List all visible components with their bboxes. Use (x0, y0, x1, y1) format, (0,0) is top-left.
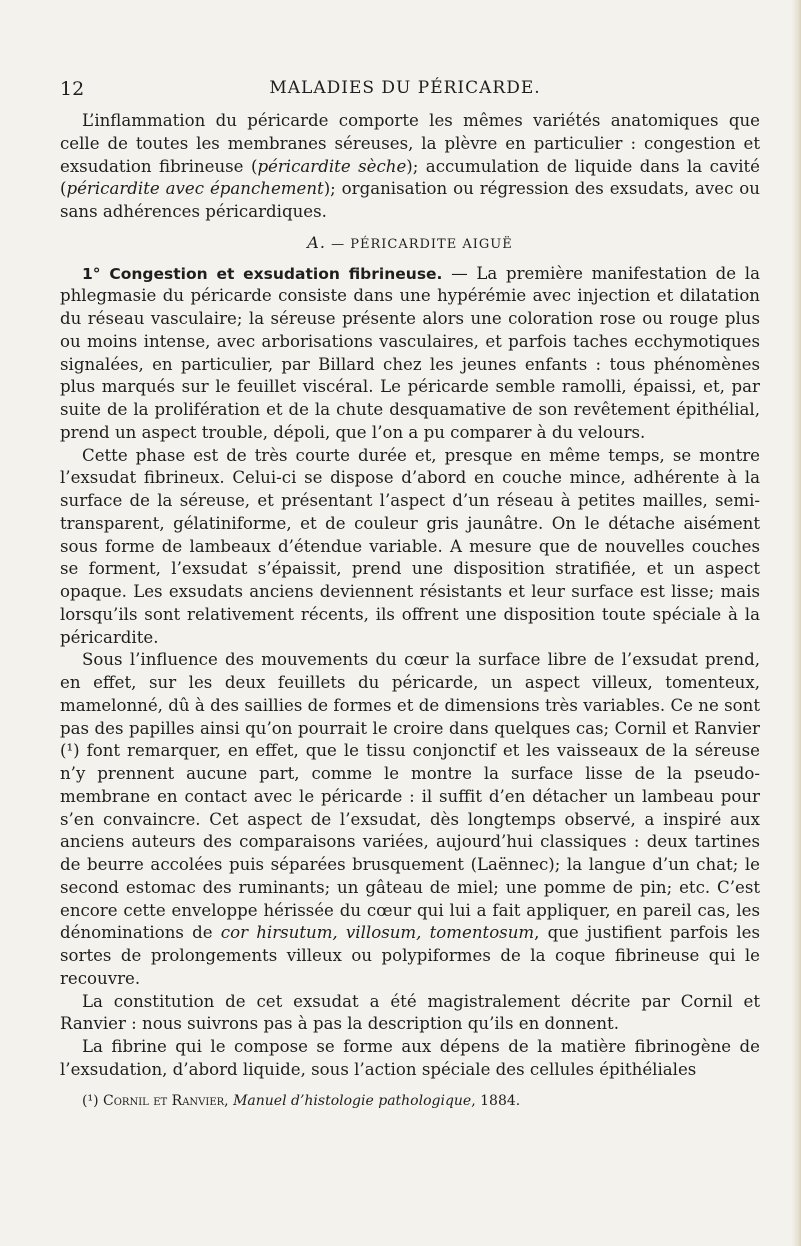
italic-term: cor hirsutum, villosum, tomentosum (220, 923, 535, 943)
footnote-year: , 1884. (471, 1092, 521, 1109)
paragraph-constitution: La constitution de cet exsudat a été magistralement décrite par Cornil et Ranvier : nous suivrons pas à pas la description qu’ils en donnent. (60, 991, 760, 1034)
text-span: Sous l’influence des mouvements du cœur la surface libre de l’exsudat prend, en effet, sur les deux feuillets du péricarde, un aspect villeux, tomenteux, mamelonné, dû à des saillies de formes et de dimensions très variables. Ce ne sont pas des papilles ainsi qu’on pourrait le croire dans quelques cas; Cornil et Ranvier (¹) font remarquer, en effet, que le tissu conjonctif et les vaisseaux de la séreuse n’y prennent aucune part, comme le montre la surface lisse de la pseudo-membrane en contact avec le péricarde : il suffit d’en détacher un lambeau pour s’en convaincre. Cet aspect de l’exsudat, dès longtemps observé, a inspiré aux anciens auteurs des comparaisons variées, aujourd’hui classiques : deux tartines de beurre accolées puis séparées brusquement (Laënnec); la langue d’un chat; le second estomac des ruminants; un gâteau de miel; une pomme de pin; etc. C’est encore cette enveloppe hérissée du cœur qui lui a fait appliquer, en pareil cas, les dénominations de (60, 650, 760, 943)
subheading: 1° Congestion et exsudation fibrineuse. (82, 264, 443, 283)
page-number: 12 (60, 78, 85, 100)
text-span: L’inflammation du péricarde comporte les mêmes variétés anatomiques que celle de toutes les membranes séreuses, la plèvre en particulier : congestion et exsudation fibrineuse ( (60, 111, 760, 176)
footnote-authors: Cornil et Ranvier, (103, 1092, 229, 1109)
paragraph-fibrine: La fibrine qui le compose se forme aux dépens de la matière fibrinogène de l’exsudation, d’abord liquide, sous l’action spéciale des cellules épithéliales (60, 1037, 760, 1079)
paragraph-intro (60, 110, 760, 224)
italic-term: péricardite avec épanchement (66, 179, 324, 199)
text-span: — La première manifestation de la phlegmasie du péricarde consiste dans une hypérémie avec injection et dilatation du réseau vasculaire; la séreuse présente alors une coloration rose ou rouge plus ou moins intense, avec arborisations vasculaires, et parfois taches ecchymotiques signalées, en particulier, par Billard chez les jeunes enfants : tous phénomènes plus marqués sur le feuillet viscéral. Le péricarde semble ramolli, épaissi, et, par suite de la prolifération et de la chute desquamative de son revêtement épithélial, prend un aspect trouble, dépoli, que l’on a pu comparer à du velours. (60, 263, 760, 442)
paragraph-phase: Cette phase est de très courte durée et, presque en même temps, se montre l’exsudat fibrineux. Celui-ci se dispose d’abord en couche mince, adhérente à la surface de la séreuse, et présentant l’aspect d’un réseau à petites mailles, semi-transparent, gélatiniforme, et de couleur gris jaunâtre. On le détache aisément sous forme de lambeaux d’étendue variable. A mesure que de nouvelles couches se forment, l’exsudat s’épaissit, prend une disposition stratifiée, et un aspect opaque. Les exsudats anciens deviennent résistants et leur surface est lisse; mais lorsqu’ils sont relativement récents, ils offrent une disposition toute spéciale à la péricardite. (60, 445, 760, 647)
paragraph-mouvements (60, 649, 760, 990)
section-letter: A. (307, 232, 326, 252)
footnote (60, 1090, 760, 1113)
body-text (60, 110, 760, 1112)
footnote-mark: (¹) (82, 1092, 99, 1109)
section-title: — PÉRICARDITE AIGUË (331, 236, 513, 252)
paragraph-congestion (60, 263, 760, 445)
text-span: ); accumulation de liquide dans la cavité ( (60, 156, 760, 199)
italic-term: péricardite sèche (257, 156, 407, 176)
page-header (60, 78, 750, 102)
running-title: MALADIES DU PÉRICARDE. (269, 78, 541, 98)
text-span: , que justifient parfois les sortes de prolongements villeux ou polypiformes de la coque fibrineuse qui le recouvre. (60, 923, 760, 988)
page-edge-shadow (791, 0, 801, 1246)
text-span: ); organisation ou régression des exsudats, avec ou sans adhérences péricardiques. (60, 179, 760, 221)
section-heading (60, 232, 760, 257)
footnote-title: Manuel d’histologie pathologique (233, 1092, 472, 1109)
